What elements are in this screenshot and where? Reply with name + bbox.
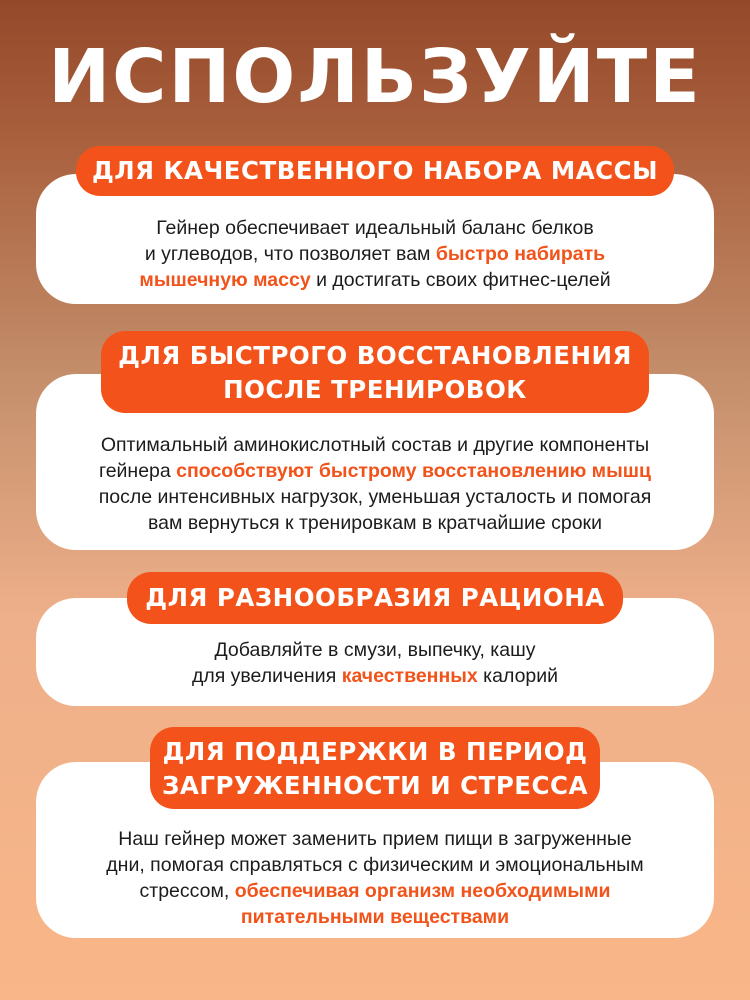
card-text-line	[215, 637, 536, 663]
card-text-line	[101, 432, 649, 458]
body-text: Гейнер обеспечивает идеальный баланс белков	[156, 217, 594, 239]
section-tag-recovery	[101, 331, 649, 413]
highlight-text: питательными веществами	[240, 906, 510, 928]
page-title: ИСПОЛЬЗУЙТЕ	[48, 34, 702, 120]
highlight-text: качественных	[341, 665, 478, 687]
card-text-line	[192, 663, 558, 689]
card-text-line	[106, 852, 643, 878]
body-text: калорий	[477, 665, 559, 687]
body-text: и углеводов, что позволяет вам	[144, 243, 436, 265]
card-text-line	[139, 267, 610, 293]
card-text-line	[118, 826, 631, 852]
highlight-text: быстро набирать	[435, 243, 606, 265]
section-tag-line: ДЛЯ БЫСТРОГО ВОССТАНОВЛЕНИЯ	[118, 341, 632, 370]
body-text: Наш гейнер может заменить прием пищи в загруженные	[118, 828, 632, 850]
body-text: и достигать своих фитнес-целей	[310, 269, 611, 291]
card-text-line	[99, 458, 651, 484]
highlight-text: мышечную массу	[139, 269, 311, 291]
body-text: стрессом,	[139, 880, 235, 902]
body-text: вам вернуться к тренировкам в кратчайшие сроки	[148, 512, 602, 534]
body-text: Добавляйте в смузи, выпечку, кашу	[214, 639, 536, 661]
section-tag-line: ДЛЯ КАЧЕСТВЕННОГО НАБОРА МАССЫ	[91, 156, 659, 185]
section-tag-diet	[127, 572, 623, 624]
body-text: гейнера	[99, 460, 177, 482]
body-text: Оптимальный аминокислотный состав и другие компоненты	[100, 434, 650, 456]
section-tag-line: ЗАГРУЖЕННОСТИ И СТРЕССА	[162, 771, 588, 800]
body-text: для увеличения	[191, 665, 342, 687]
section-tag-line: ПОСЛЕ ТРЕНИРОВОК	[223, 375, 527, 404]
card-text-line	[156, 215, 593, 241]
card-text-line	[148, 510, 602, 536]
highlight-text: способствуют быстрому восстановлению мышц	[176, 460, 651, 482]
body-text: дни, помогая справляться с физическим и эмоциональным	[106, 854, 644, 876]
highlight-text: обеспечивая организм необходимыми	[234, 880, 611, 902]
section-tag-mass	[76, 146, 674, 196]
section-tag-line: ДЛЯ РАЗНООБРАЗИЯ РАЦИОНА	[145, 583, 605, 612]
card-text-line	[241, 904, 509, 930]
card-text-line	[99, 484, 652, 510]
card-text-line	[140, 878, 611, 904]
body-text: после интенсивных нагрузок, уменьшая усталость и помогая	[98, 486, 652, 508]
section-tag-stress	[150, 727, 600, 809]
section-tag-line: ДЛЯ ПОДДЕРЖКИ В ПЕРИОД	[162, 737, 588, 766]
card-text-line	[145, 241, 605, 267]
